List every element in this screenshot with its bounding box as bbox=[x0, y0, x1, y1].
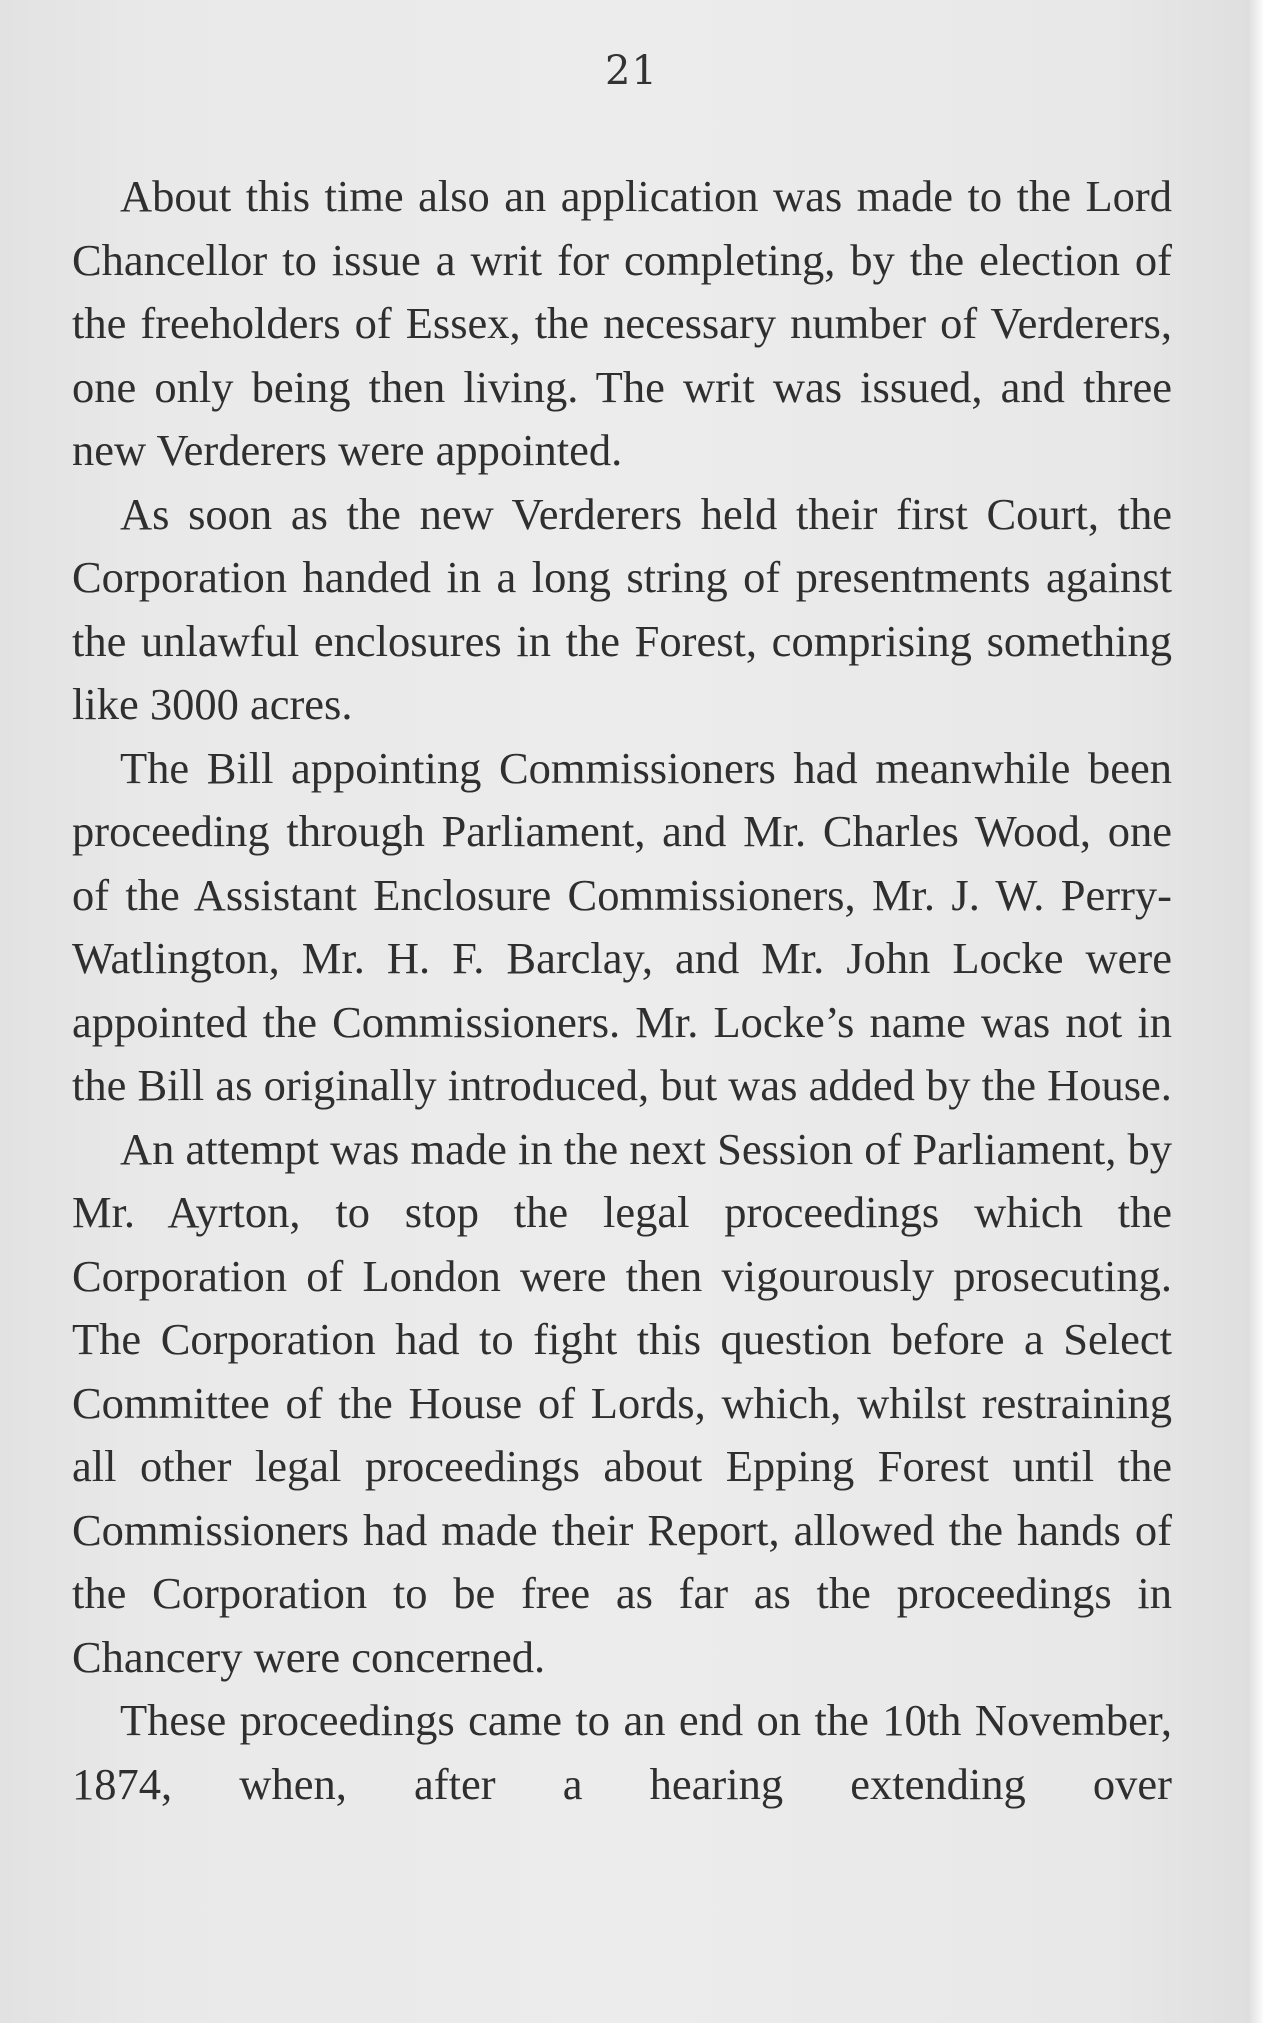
paragraph-writ-verderers: About this time also an application was made to the Lord Chancellor to issue a writ for completing, by the election of the freeholders of Essex, the necessary number of Verderers, one only being then living. The writ was issued, and three new Verderers were appointed. bbox=[72, 171, 1172, 475]
page-edge bbox=[1249, 0, 1263, 2023]
paragraph-select-committee: An attempt was made in the next Session of Parliament, by Mr. Ayrton, to stop the legal proceedings which the Corporation of London were then vigourously prosecuting. The Corporation had to fight this question before a Select Committee of the House of Lords, which, whilst restraining all other legal proceedings about Epping Forest until the Commissioners had made their Report, allowed the hands of the Corporation to be free as far as the proceedings in Chancery were concerned. bbox=[72, 1123, 1172, 1682]
body-text bbox=[72, 165, 1172, 1816]
paragraph-presentments: As soon as the new Verderers held their first Court, the Corporation handed in a long string of presentments against the unlawful enclosures in the Forest, comprising something like 3000 acres. bbox=[72, 488, 1172, 729]
paragraph-commissioners-bill: The Bill appointing Commissioners had meanwhile been proceeding through Parliament, and Mr. Charles Wood, one of the Assistant Enclosure Commissioners, Mr. J. W. Perry-Watlington, Mr. H. F. Barclay, and Mr. John Locke were appointed the Commissioners. Mr. Locke’s name was not in the Bill as originally introduced, but was added by the House. bbox=[72, 742, 1172, 1110]
paragraph-proceedings-end: These proceedings came to an end on the 10th November, 1874, when, after a hearing extending over bbox=[72, 1695, 1172, 1809]
page-number: 21 bbox=[605, 48, 658, 94]
